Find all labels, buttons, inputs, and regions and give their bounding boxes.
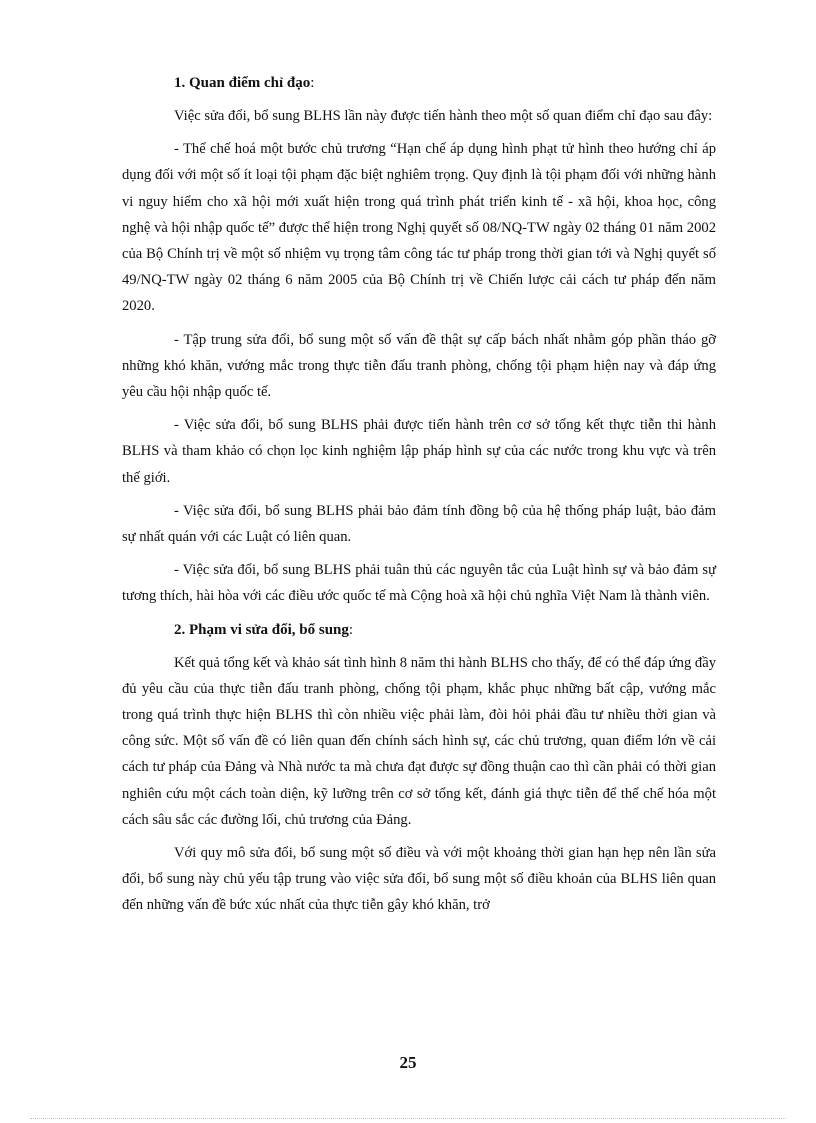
section-heading-1 [174, 70, 716, 96]
section-heading-1-text: 1. Quan điểm chỉ đạo [174, 75, 311, 91]
section-heading-2-text: 2. Phạm vi sửa đổi, bổ sung [174, 621, 349, 638]
paragraph: Việc sửa đổi, bổ sung BLHS lần này được tiến hành theo một số quan điểm chỉ đạo sau đây: [174, 108, 713, 124]
page-content [122, 70, 716, 926]
paragraph: Kết quả tổng kết và khảo sát tình hình 8 năm thi hành BLHS cho thấy, để có thể đáp ứng đầy đủ yêu cầu của thực tiễn đấu tranh phòng, chống tội phạm, khắc phục những bất cập, vướng mắc trong quá trình thực hiện BLHS thì còn nhiều việc phải làm, đòi hỏi phải đầu tư nhiều thời gian và công sức. Một số vấn đề có liên quan đến chính sách hình sự, các chủ trương, quan điểm lớn về cải cách tư pháp của Đảng và Nhà nước ta mà chưa đạt được sự đồng thuận cao thì cần phải có thời gian nghiên cứu một cách toàn diện, kỹ lưỡng trên cơ sở tổng kết, đánh giá thực tiễn để thể chế hóa một cách sâu sắc các đường lối, chủ trương của Đảng. [122, 654, 716, 828]
paragraph: - Thể chế hoá một bước chủ trương “Hạn chế áp dụng hình phạt tử hình theo hướng chỉ áp dụng đối với một số ít loại tội phạm đặc biệt nghiêm trọng. Quy định là tội phạm đối với những hành vi nguy hiểm cho xã hội mới xuất hiện trong quá trình phát triển kinh tế - xã hội, khoa học, công nghệ và hội nhập quốc tế” được thể hiện trong Nghị quyết số 08/NQ-TW ngày 02 tháng 01 năm 2002 của Bộ Chính trị về một số nhiệm vụ trọng tâm công tác tư pháp trong thời gian tới và Nghị quyết số 49/NQ-TW ngày 02 tháng 6 năm 2005 của Bộ Chính trị về Chiến lược cải cách tư pháp đến năm 2020. [122, 141, 716, 315]
paragraph: - Tập trung sửa đổi, bổ sung một số vấn đề thật sự cấp bách nhất nhằm góp phần tháo gỡ những khó khăn, vướng mắc trong thực tiễn đấu tranh phòng, chống tội phạm hiện nay và đáp ứng yêu cầu hội nhập quốc tế. [122, 331, 716, 401]
section-heading-1-colon: : [310, 75, 315, 91]
paragraph: - Việc sửa đổi, bổ sung BLHS phải tuân thủ các nguyên tắc của Luật hình sự và bảo đảm sự tương thích, hài hòa với các điều ước quốc tế mà Cộng hoà xã hội chủ nghĩa Việt Nam là thành viên. [122, 562, 716, 605]
paragraph: Với quy mô sửa đổi, bổ sung một số điều và với một khoảng thời gian hạn hẹp nên lần sửa đổi, bổ sung này chủ yếu tập trung vào việc sửa đổi, bổ sung một số điều khoản của BLHS liên quan đến những vấn đề bức xúc nhất của thực tiễn gây khó khăn, trở [122, 845, 716, 914]
section-heading-2-colon: : [348, 621, 354, 638]
page-number: 25 [399, 1053, 417, 1072]
section-heading-2 [174, 617, 716, 643]
paragraph: - Việc sửa đổi, bổ sung BLHS phải được tiến hành trên cơ sở tổng kết thực tiễn thi hành BLHS và tham khảo có chọn lọc kinh nghiệm lập pháp hình sự của các nước trong khu vực và trên thế giới. [122, 417, 716, 486]
paragraph: - Việc sửa đổi, bổ sung BLHS phải bảo đảm tính đồng bộ của hệ thống pháp luật, bảo đảm sự nhất quán với các Luật có liên quan. [122, 502, 716, 546]
page-bottom-divider [30, 1118, 786, 1119]
